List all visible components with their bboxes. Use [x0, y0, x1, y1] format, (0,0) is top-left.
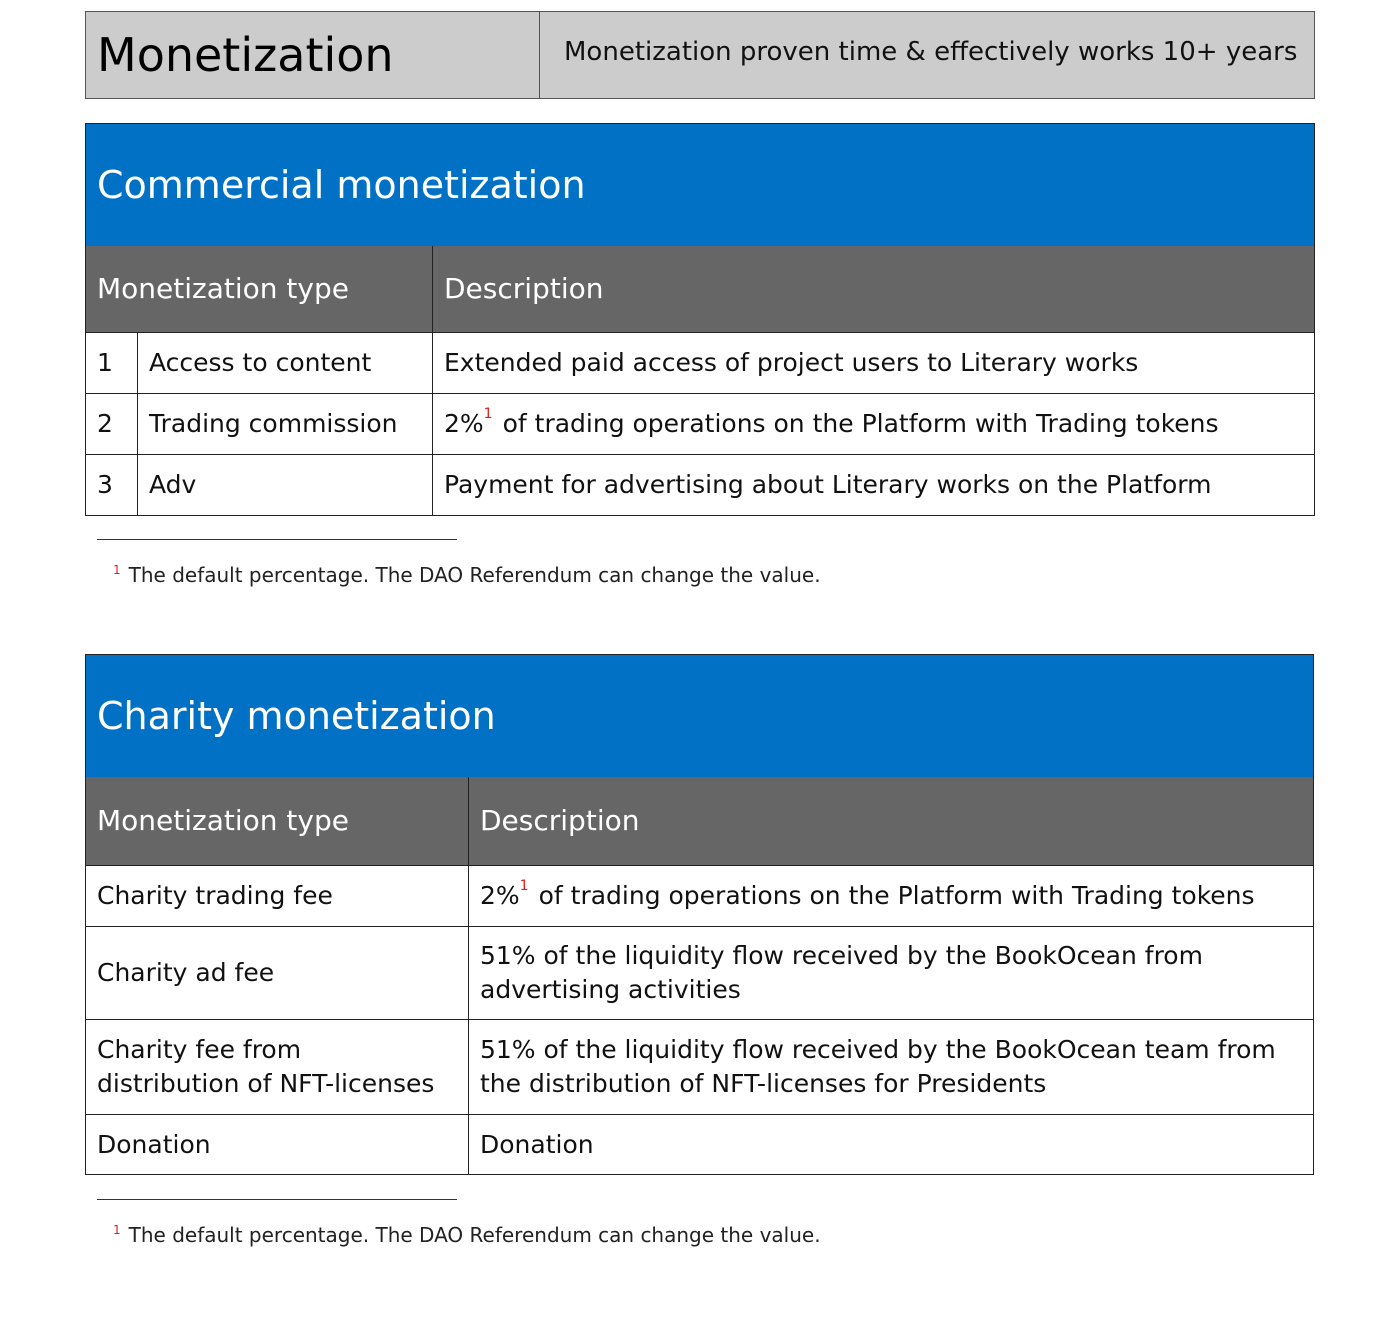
footnote-mark: 1	[483, 406, 493, 422]
description-text: of trading operations on the Platform with Trading tokens	[538, 881, 1255, 910]
row-number: 1	[86, 333, 138, 393]
footnote-text: The default percentage. The DAO Referendum can change the value.	[128, 1223, 821, 1247]
table-row	[86, 1019, 1313, 1114]
page-header	[85, 11, 1315, 99]
charity-monetization-table	[85, 654, 1314, 1175]
description-percent: 2%	[480, 881, 520, 910]
commercial-monetization-table	[85, 123, 1315, 516]
column-header-description: Description	[444, 272, 604, 305]
footnote-mark: 1	[519, 878, 529, 894]
page-title: Monetization	[86, 12, 540, 98]
row-description: 51% of the liquidity flow received by the BookOcean team from the distribution of NFT-licenses for Presidents	[480, 1035, 1276, 1098]
table-row	[86, 865, 1313, 926]
description-text: of trading operations on the Platform with Trading tokens	[502, 409, 1219, 438]
document	[85, 11, 1315, 1247]
row-description	[433, 394, 1314, 454]
table-row	[86, 393, 1314, 454]
column-header-type: Monetization type	[86, 246, 433, 332]
footnote	[113, 563, 821, 587]
footnote	[113, 1223, 821, 1247]
table-row	[86, 1114, 1313, 1174]
footnote-divider	[97, 539, 457, 540]
table-row	[86, 454, 1314, 515]
footnote-divider	[97, 1199, 457, 1200]
column-header-type: Monetization type	[86, 777, 469, 865]
footnote-mark: 1	[113, 563, 121, 577]
row-description: 51% of the liquidity flow received by the BookOcean from advertising activities	[480, 941, 1203, 1004]
row-type: Trading commission	[138, 394, 433, 454]
section-title: Charity monetization	[86, 655, 1313, 777]
table-row	[86, 332, 1314, 393]
row-type: Charity trading fee	[86, 866, 469, 926]
row-description	[469, 866, 1313, 926]
table-header-row	[86, 246, 1314, 332]
row-description: Extended paid access of project users to Literary works	[444, 348, 1139, 377]
table-header-row	[86, 777, 1313, 865]
row-type: Donation	[86, 1115, 469, 1174]
row-description: Donation	[480, 1129, 594, 1159]
table-row	[86, 926, 1313, 1019]
page-subtitle: Monetization proven time & effectively works 10+ years	[564, 37, 1298, 67]
description-percent: 2%	[444, 409, 484, 438]
row-number: 3	[86, 455, 138, 515]
section-title: Commercial monetization	[86, 124, 1314, 246]
row-type: Access to content	[138, 333, 433, 393]
column-header-description: Description	[480, 804, 640, 837]
row-number: 2	[86, 394, 138, 454]
row-description: Payment for advertising about Literary works on the Platform	[444, 470, 1212, 499]
row-type: Charity fee from distribution of NFT-licenses	[86, 1020, 469, 1114]
row-type: Adv	[138, 455, 433, 515]
footnote-text: The default percentage. The DAO Referendum can change the value.	[128, 563, 821, 587]
row-type: Charity ad fee	[86, 927, 469, 1019]
footnote-mark: 1	[113, 1223, 121, 1237]
